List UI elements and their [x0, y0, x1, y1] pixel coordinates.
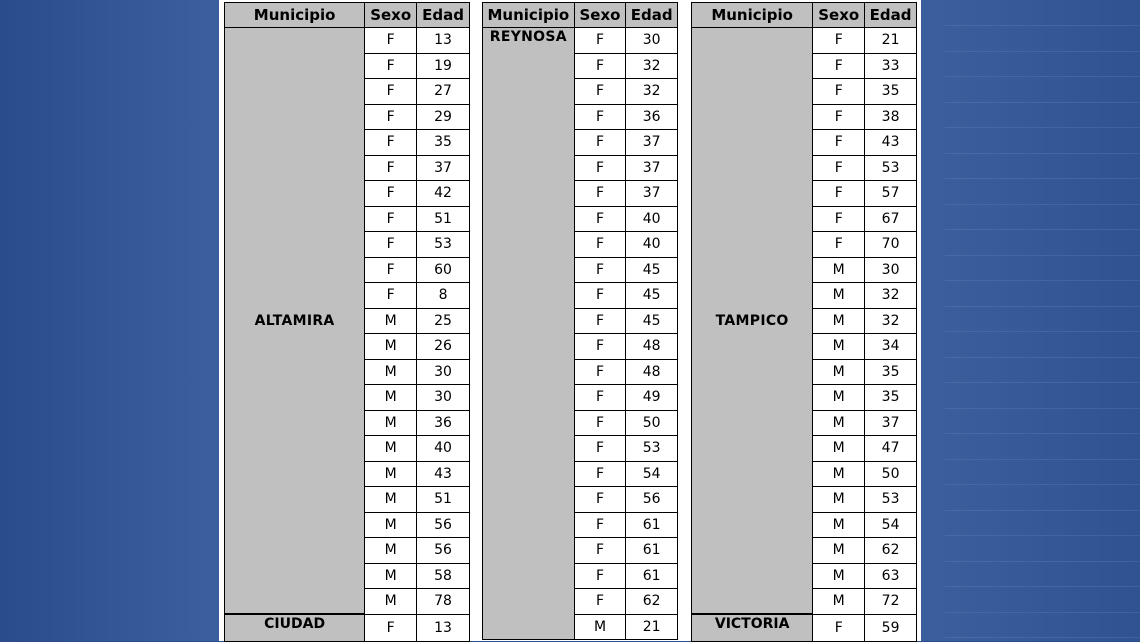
- sexo-cell: F: [574, 308, 626, 334]
- sexo-cell: F: [365, 283, 417, 309]
- sexo-cell: M: [813, 461, 865, 487]
- sexo-cell: M: [365, 512, 417, 538]
- edad-cell: 40: [417, 436, 470, 462]
- edad-cell: 61: [626, 538, 678, 564]
- sexo-cell: F: [574, 53, 626, 79]
- sexo-cell: M: [365, 538, 417, 564]
- background-line: [945, 178, 1140, 179]
- sexo-cell: M: [813, 257, 865, 283]
- edad-cell: 54: [626, 461, 678, 487]
- background-line: [945, 255, 1140, 256]
- edad-cell: 60: [417, 257, 470, 283]
- background-line: [945, 204, 1140, 205]
- edad-cell: 38: [865, 104, 917, 130]
- edad-cell: 30: [417, 359, 470, 385]
- edad-cell: 56: [626, 487, 678, 513]
- sexo-cell: M: [365, 461, 417, 487]
- sexo-cell: F: [574, 563, 626, 589]
- sexo-cell: F: [813, 206, 865, 232]
- background-ghost-text: [14, 28, 20, 48]
- header-edad: Edad: [417, 3, 470, 28]
- sexo-cell: F: [365, 206, 417, 232]
- header-municipio: Municipio: [225, 3, 365, 28]
- edad-cell: 27: [417, 79, 470, 105]
- edad-cell: 49: [626, 385, 678, 411]
- background-lines: [945, 0, 1140, 641]
- sexo-cell: M: [813, 359, 865, 385]
- header-sexo: Sexo: [365, 3, 417, 28]
- edad-cell: 53: [417, 232, 470, 258]
- edad-cell: 50: [626, 410, 678, 436]
- edad-cell: 25: [417, 308, 470, 334]
- edad-cell: 32: [626, 79, 678, 105]
- edad-cell: 78: [417, 589, 470, 615]
- background-line: [945, 535, 1140, 536]
- sexo-cell: F: [574, 512, 626, 538]
- sexo-cell: F: [365, 614, 417, 641]
- edad-cell: 32: [865, 283, 917, 309]
- header-municipio: Municipio: [692, 3, 813, 28]
- sexo-cell: M: [365, 359, 417, 385]
- edad-cell: 32: [626, 53, 678, 79]
- edad-cell: 53: [626, 436, 678, 462]
- edad-cell: 47: [865, 436, 917, 462]
- header-edad: Edad: [626, 3, 678, 28]
- sexo-cell: F: [365, 104, 417, 130]
- sexo-cell: F: [574, 104, 626, 130]
- sexo-cell: M: [365, 385, 417, 411]
- edad-cell: 58: [417, 563, 470, 589]
- sexo-cell: M: [813, 487, 865, 513]
- edad-cell: 13: [417, 614, 470, 641]
- municipio-cell: CIUDAD: [225, 614, 365, 641]
- edad-cell: 51: [417, 206, 470, 232]
- edad-cell: 56: [417, 512, 470, 538]
- edad-cell: 45: [626, 257, 678, 283]
- background-line: [945, 637, 1140, 638]
- sexo-cell: F: [574, 28, 626, 54]
- sexo-cell: F: [365, 53, 417, 79]
- sexo-cell: F: [574, 181, 626, 207]
- sexo-cell: F: [574, 410, 626, 436]
- edad-cell: 21: [626, 614, 678, 640]
- sexo-cell: M: [365, 308, 417, 334]
- background-line: [945, 586, 1140, 587]
- background-line: [945, 433, 1140, 434]
- edad-cell: 62: [865, 538, 917, 564]
- sexo-cell: M: [813, 385, 865, 411]
- background-line: [945, 306, 1140, 307]
- edad-cell: 53: [865, 155, 917, 181]
- edad-cell: 36: [417, 410, 470, 436]
- background-line: [945, 153, 1140, 154]
- edad-cell: 35: [865, 385, 917, 411]
- municipio-cell: TAMPICO: [692, 28, 813, 615]
- edad-cell: 42: [417, 181, 470, 207]
- sexo-cell: F: [574, 283, 626, 309]
- background-line: [945, 51, 1140, 52]
- header-row: [692, 3, 917, 28]
- sexo-cell: F: [813, 53, 865, 79]
- edad-cell: 50: [865, 461, 917, 487]
- sexo-cell: F: [813, 28, 865, 54]
- edad-cell: 40: [626, 206, 678, 232]
- edad-cell: 37: [626, 130, 678, 156]
- sexo-cell: F: [813, 614, 865, 641]
- sexo-cell: F: [813, 79, 865, 105]
- sexo-cell: F: [574, 334, 626, 360]
- edad-cell: 48: [626, 359, 678, 385]
- edad-cell: 37: [417, 155, 470, 181]
- sexo-cell: M: [813, 589, 865, 615]
- edad-cell: 29: [417, 104, 470, 130]
- edad-cell: 35: [865, 359, 917, 385]
- background-line: [945, 127, 1140, 128]
- table-row: [692, 28, 917, 54]
- document-sheet: [219, 0, 921, 641]
- background-line: [945, 331, 1140, 332]
- sexo-cell: F: [574, 385, 626, 411]
- edad-cell: 57: [865, 181, 917, 207]
- sexo-cell: F: [574, 436, 626, 462]
- sexo-cell: F: [574, 461, 626, 487]
- edad-cell: 45: [626, 308, 678, 334]
- edad-cell: 43: [865, 130, 917, 156]
- sexo-cell: M: [813, 283, 865, 309]
- sexo-cell: F: [365, 155, 417, 181]
- edad-cell: 45: [626, 283, 678, 309]
- background-line: [945, 612, 1140, 613]
- sexo-cell: M: [813, 512, 865, 538]
- sexo-cell: M: [813, 538, 865, 564]
- table-tampico: [691, 2, 917, 642]
- sexo-cell: M: [365, 436, 417, 462]
- municipio-cell: ALTAMIRA: [225, 28, 365, 615]
- background-line: [945, 510, 1140, 511]
- sexo-cell: M: [365, 589, 417, 615]
- edad-cell: 48: [626, 334, 678, 360]
- sexo-cell: M: [813, 436, 865, 462]
- edad-cell: 34: [865, 334, 917, 360]
- sexo-cell: F: [813, 130, 865, 156]
- background-line: [945, 484, 1140, 485]
- background-line: [945, 382, 1140, 383]
- edad-cell: 30: [626, 28, 678, 54]
- header-row: [225, 3, 470, 28]
- background-line: [945, 357, 1140, 358]
- background-line: [945, 25, 1140, 26]
- edad-cell: 36: [626, 104, 678, 130]
- sexo-cell: F: [365, 28, 417, 54]
- sexo-cell: F: [574, 359, 626, 385]
- table-row: [225, 614, 470, 641]
- sexo-cell: M: [574, 614, 626, 640]
- edad-cell: 63: [865, 563, 917, 589]
- sexo-cell: F: [574, 487, 626, 513]
- table-row: [483, 28, 678, 54]
- edad-cell: 30: [417, 385, 470, 411]
- edad-cell: 67: [865, 206, 917, 232]
- sexo-cell: M: [365, 563, 417, 589]
- table-altamira: [224, 2, 470, 642]
- edad-cell: 26: [417, 334, 470, 360]
- edad-cell: 35: [417, 130, 470, 156]
- edad-cell: 30: [865, 257, 917, 283]
- sexo-cell: F: [365, 232, 417, 258]
- sexo-cell: F: [813, 104, 865, 130]
- edad-cell: 43: [417, 461, 470, 487]
- table-reynosa: [482, 2, 678, 640]
- edad-cell: 62: [626, 589, 678, 615]
- edad-cell: 37: [626, 155, 678, 181]
- edad-cell: 59: [865, 614, 917, 641]
- edad-cell: 56: [417, 538, 470, 564]
- sexo-cell: M: [365, 334, 417, 360]
- header-edad: Edad: [865, 3, 917, 28]
- edad-cell: 37: [626, 181, 678, 207]
- sexo-cell: F: [813, 181, 865, 207]
- header-municipio: Municipio: [483, 3, 575, 28]
- sexo-cell: M: [365, 410, 417, 436]
- header-row: [483, 3, 678, 28]
- sexo-cell: F: [574, 589, 626, 615]
- background-line: [945, 76, 1140, 77]
- edad-cell: 72: [865, 589, 917, 615]
- edad-cell: 37: [865, 410, 917, 436]
- background-line: [945, 280, 1140, 281]
- edad-cell: 8: [417, 283, 470, 309]
- edad-cell: 54: [865, 512, 917, 538]
- sexo-cell: F: [574, 130, 626, 156]
- sexo-cell: F: [574, 538, 626, 564]
- sexo-cell: M: [813, 410, 865, 436]
- sexo-cell: F: [813, 155, 865, 181]
- header-sexo: Sexo: [574, 3, 626, 28]
- background-line: [945, 459, 1140, 460]
- edad-cell: 40: [626, 232, 678, 258]
- sexo-cell: F: [813, 232, 865, 258]
- edad-cell: 35: [865, 79, 917, 105]
- sexo-cell: M: [365, 487, 417, 513]
- edad-cell: 33: [865, 53, 917, 79]
- sexo-cell: F: [365, 130, 417, 156]
- sexo-cell: M: [813, 308, 865, 334]
- edad-cell: 70: [865, 232, 917, 258]
- sexo-cell: M: [813, 334, 865, 360]
- background-line: [945, 408, 1140, 409]
- sexo-cell: F: [365, 79, 417, 105]
- sexo-cell: F: [365, 257, 417, 283]
- header-sexo: Sexo: [813, 3, 865, 28]
- edad-cell: 13: [417, 28, 470, 54]
- sexo-cell: F: [574, 206, 626, 232]
- edad-cell: 51: [417, 487, 470, 513]
- edad-cell: 61: [626, 512, 678, 538]
- edad-cell: 21: [865, 28, 917, 54]
- background-line: [945, 561, 1140, 562]
- edad-cell: 53: [865, 487, 917, 513]
- edad-cell: 19: [417, 53, 470, 79]
- table-row: [225, 28, 470, 54]
- sexo-cell: F: [574, 257, 626, 283]
- sexo-cell: F: [365, 181, 417, 207]
- edad-cell: 32: [865, 308, 917, 334]
- edad-cell: 61: [626, 563, 678, 589]
- municipio-cell: VICTORIA: [692, 614, 813, 641]
- municipio-cell: REYNOSA: [483, 28, 575, 640]
- sexo-cell: F: [574, 79, 626, 105]
- sexo-cell: M: [813, 563, 865, 589]
- background-line: [945, 102, 1140, 103]
- table-row: [692, 614, 917, 641]
- sexo-cell: F: [574, 232, 626, 258]
- sexo-cell: F: [574, 155, 626, 181]
- background-line: [945, 229, 1140, 230]
